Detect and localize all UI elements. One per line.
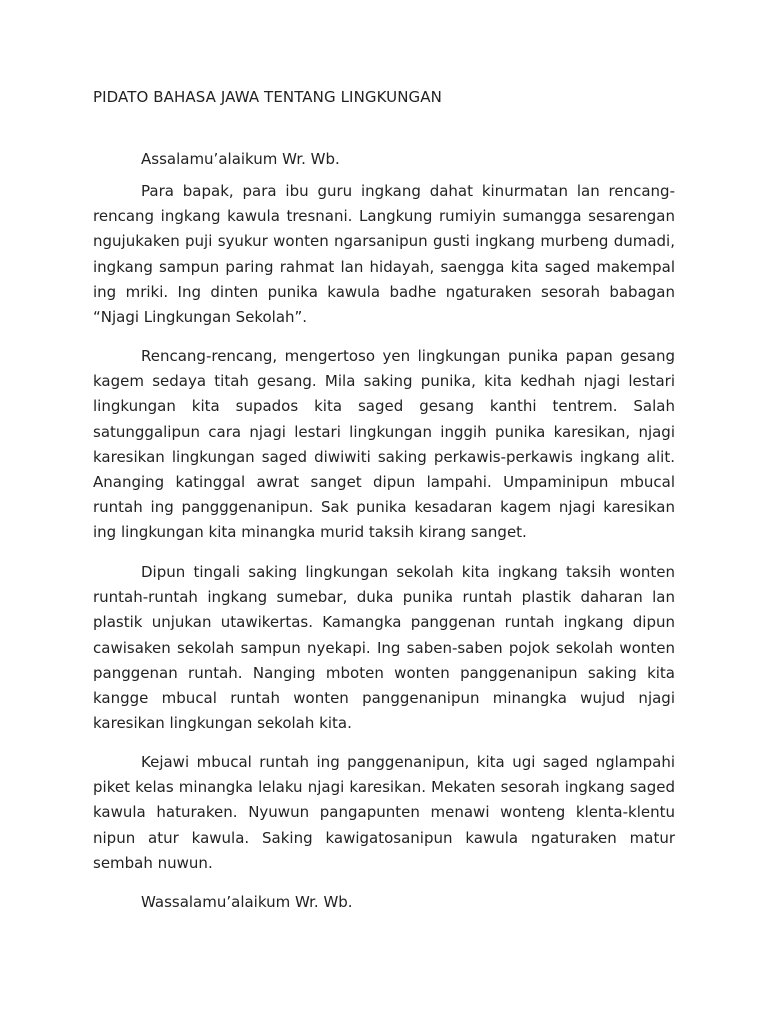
document-title: PIDATO BAHASA JAWA TENTANG LINGKUNGAN [93, 88, 442, 106]
paragraph-1: Para bapak, para ibu guru ingkang dahat kinurmatan lan rencang-rencang ingkang kawula tresnani. Langkung rumiyin sumangga sesarengan ngujukaken puji syukur wonten ngarsanipun gusti ingkang murbeng dumadi, ingkang sampun paring rahmat lan hidayah, saengga kita saged makempal ing mriki. Ing dinten punika kawula badhe ngaturaken sesorah babagan “Njagi Lingkungan Sekolah”. [93, 182, 675, 327]
opening-greeting: Assalamu’alaikum Wr. Wb. [141, 150, 340, 168]
paragraph-2: Rencang-rencang, mengertoso yen lingkungan punika papan gesang kagem sedaya titah gesang. Mila saking punika, kita kedhah njagi lestari lingkungan kita supados kita saged gesang kanthi tentrem. Salah satunggalipun cara njagi lestari lingkungan inggih punika karesikan, njagi karesikan lingkungan saged diwiwiti saking perkawis-perkawis ingkang alit. Ananging katinggal awrat sanget dipun lampahi. Umpaminipun mbucal runtah ing pangggenanipun. Sak punika kesadaran kagem njagi karesikan ing lingkungan kita minangka murid taksih kirang sanget. [93, 347, 675, 542]
paragraph-3: Dipun tingali saking lingkungan sekolah kita ingkang taksih wonten runtah-runtah ingkang sumebar, duka punika runtah plastik daharan lan plastik unjukan utawikertas. Kamangka panggenan runtah ingkang dipun cawisaken sekolah sampun nyekapi. Ing saben-saben pojok sekolah wonten panggenan runtah. Nanging mboten wonten panggenanipun saking kita kangge mbucal runtah wonten panggenanipun minangka wujud njagi karesikan lingkungan sekolah kita. [93, 563, 675, 733]
paragraph-4: Kejawi mbucal runtah ing panggenanipun, kita ugi saged nglampahi piket kelas minangka lelaku njagi karesikan. Mekaten sesorah ingkang saged kawula haturaken. Nyuwun pangapunten menawi wonteng klenta-klentu nipun atur kawula. Saking kawigatosanipun kawula ngaturaken matur sembah nuwun. [93, 753, 675, 872]
closing-greeting: Wassalamu’alaikum Wr. Wb. [141, 893, 353, 911]
